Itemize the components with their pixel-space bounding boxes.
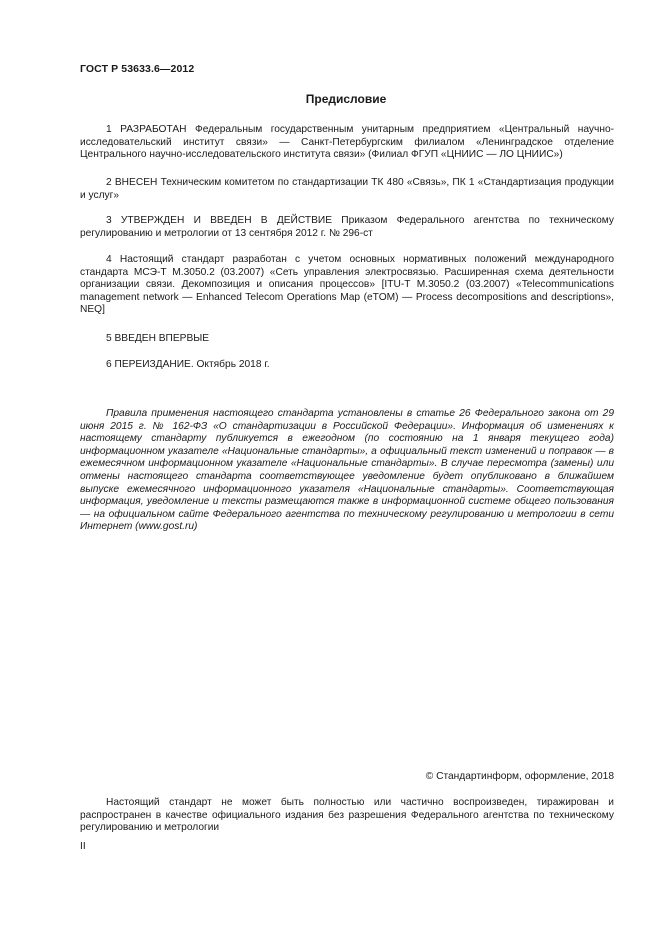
preface-title: Предисловие: [305, 92, 387, 106]
preface-item-4: 4 Настоящий стандарт разработан с учетом основных нормативных положений международного стандарта МСЭ-Т М.3050.2 (03.2007) «Сеть управления электросвязью. Расширенная схема деятельности организации связи. Декомпозиция и описания процессов» [ITU-T M.3050.2 (03.2007) «Telecommunications management network — Enhanced Telecom Operations Map (eTOM) — Process decompositions and descriptions», NEQ]: [80, 254, 614, 316]
preface-item-1: 1 РАЗРАБОТАН Федеральным государственным унитарным предприятием «Центральный научно-исследовательский институт связи» — Санкт-Петербургским филиалом «Ленинградское отделение Центрального научно-исследовательского института связи» (Филиал ФГУП «ЦНИИС — ЛО ЦНИИС»): [80, 124, 614, 161]
preface-item-6: 6 ПЕРЕИЗДАНИЕ. Октябрь 2018 г.: [106, 359, 270, 370]
standard-code: ГОСТ Р 53633.6—2012: [80, 63, 195, 75]
reproduction-notice: Настоящий стандарт не может быть полностью или частично воспроизведен, тиражирован и распространен в качестве официального издания без разрешения Федерального агентства по техническому регулированию и метрологии: [80, 797, 614, 834]
page-number: II: [80, 841, 86, 852]
copyright-line: © Стандартинформ, оформление, 2018: [425, 771, 614, 782]
preface-item-5: 5 ВВЕДЕН ВПЕРВЫЕ: [106, 333, 210, 344]
preface-item-3: 3 УТВЕРЖДЕН И ВВЕДЕН В ДЕЙСТВИЕ Приказом Федерального агентства по техническому регулированию и метрологии от 13 сентября 2012 г. № 296-ст: [80, 215, 614, 239]
application-rules-notice: Правила применения настоящего стандарта установлены в статье 26 Федерального закона от 29 июня 2015 г. № 162-ФЗ «О стандартизации в Российской Федерации». Информация об изменениях к настоящему стандарту публикуется в ежегодном (по состоянию на 1 января текущего года) информационном указателе «Национальные стандарты», а официальный текст изменений и поправок — в ежемесячном информационном указателе «Национальные стандарты». В случае пересмотра (замены) или отмены настоящего стандарта соответствующее уведомление будет опубликовано в ближайшем выпуске ежемесячного информационного указателя «Национальные стандарты». Соответствующая информация, уведомление и тексты размещаются также в информационной системе общего пользования — на официальном сайте Федерального агентства по техническому регулированию и метрологии в сети Интернет (www.gost.ru): [80, 408, 614, 533]
preface-item-2: 2 ВНЕСЕН Техническим комитетом по стандартизации ТК 480 «Связь», ПК 1 «Стандартизация продукции и услуг»: [80, 177, 614, 201]
